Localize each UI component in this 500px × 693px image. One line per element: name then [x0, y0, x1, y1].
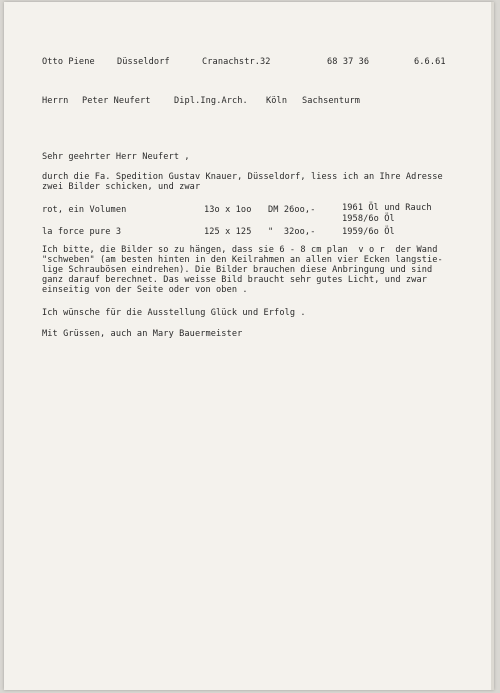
recipient-name: Peter Neufert — [82, 96, 151, 106]
work-title-1: rot, ein Volumen — [42, 205, 127, 215]
body-line-3: lige Schraubösen eindrehen). Die Bilder brauchen diese Anbringung und sind — [42, 265, 433, 275]
intro-line-1: durch die Fa. Spedition Gustav Knauer, Düsseldorf, liess ich an Ihre Adresse — [42, 172, 443, 182]
work-title-2: la force pure 3 — [42, 227, 122, 237]
wishes: Ich wünsche für die Ausstellung Glück und Erfolg . — [42, 308, 306, 318]
work-date-1a: 1961 Öl und Rauch — [342, 203, 432, 213]
recipient-title: Dipl.Ing.Arch. — [174, 96, 248, 106]
work-price-1: DM 26oo,- — [268, 205, 316, 215]
work-date-2: 1959/6o Öl — [342, 227, 395, 237]
body-line-4: ganz darauf berechnet. Das weisse Bild braucht sehr gutes Licht, und zwar — [42, 275, 427, 285]
body-line-5: einseitig von der Seite oder von oben . — [42, 285, 248, 295]
letter-page — [4, 2, 494, 690]
sender-street: Cranachstr.32 — [202, 57, 271, 67]
paper-edge — [491, 2, 494, 690]
recipient-salutation: Herrn — [42, 96, 69, 106]
work-date-1b: 1958/6o Öl — [342, 214, 395, 224]
recipient-place: Sachsenturm — [302, 96, 361, 106]
body-line-2: "schweben" (am besten hinten in den Keilrahmen an allen vier Ecken langstie- — [42, 255, 443, 265]
work-price-2: " 32oo,- — [268, 227, 316, 237]
intro-line-2: zwei Bilder schicken, und zwar — [42, 182, 201, 192]
work-size-1: 13o x 1oo — [204, 205, 252, 215]
closing: Mit Grüssen, auch an Mary Bauermeister — [42, 329, 243, 339]
greeting: Sehr geehrter Herr Neufert , — [42, 152, 190, 162]
sender-phone: 68 37 36 — [327, 57, 370, 67]
sender-name: Otto Piene — [42, 57, 95, 67]
sender-city: Düsseldorf — [117, 57, 170, 67]
recipient-city: Köln — [266, 96, 288, 106]
work-size-2: 125 x 125 — [204, 227, 252, 237]
letter-date: 6.6.61 — [414, 57, 446, 67]
body-line-1: Ich bitte, die Bilder so zu hängen, dass sie 6 - 8 cm plan v o r der Wand — [42, 245, 438, 255]
